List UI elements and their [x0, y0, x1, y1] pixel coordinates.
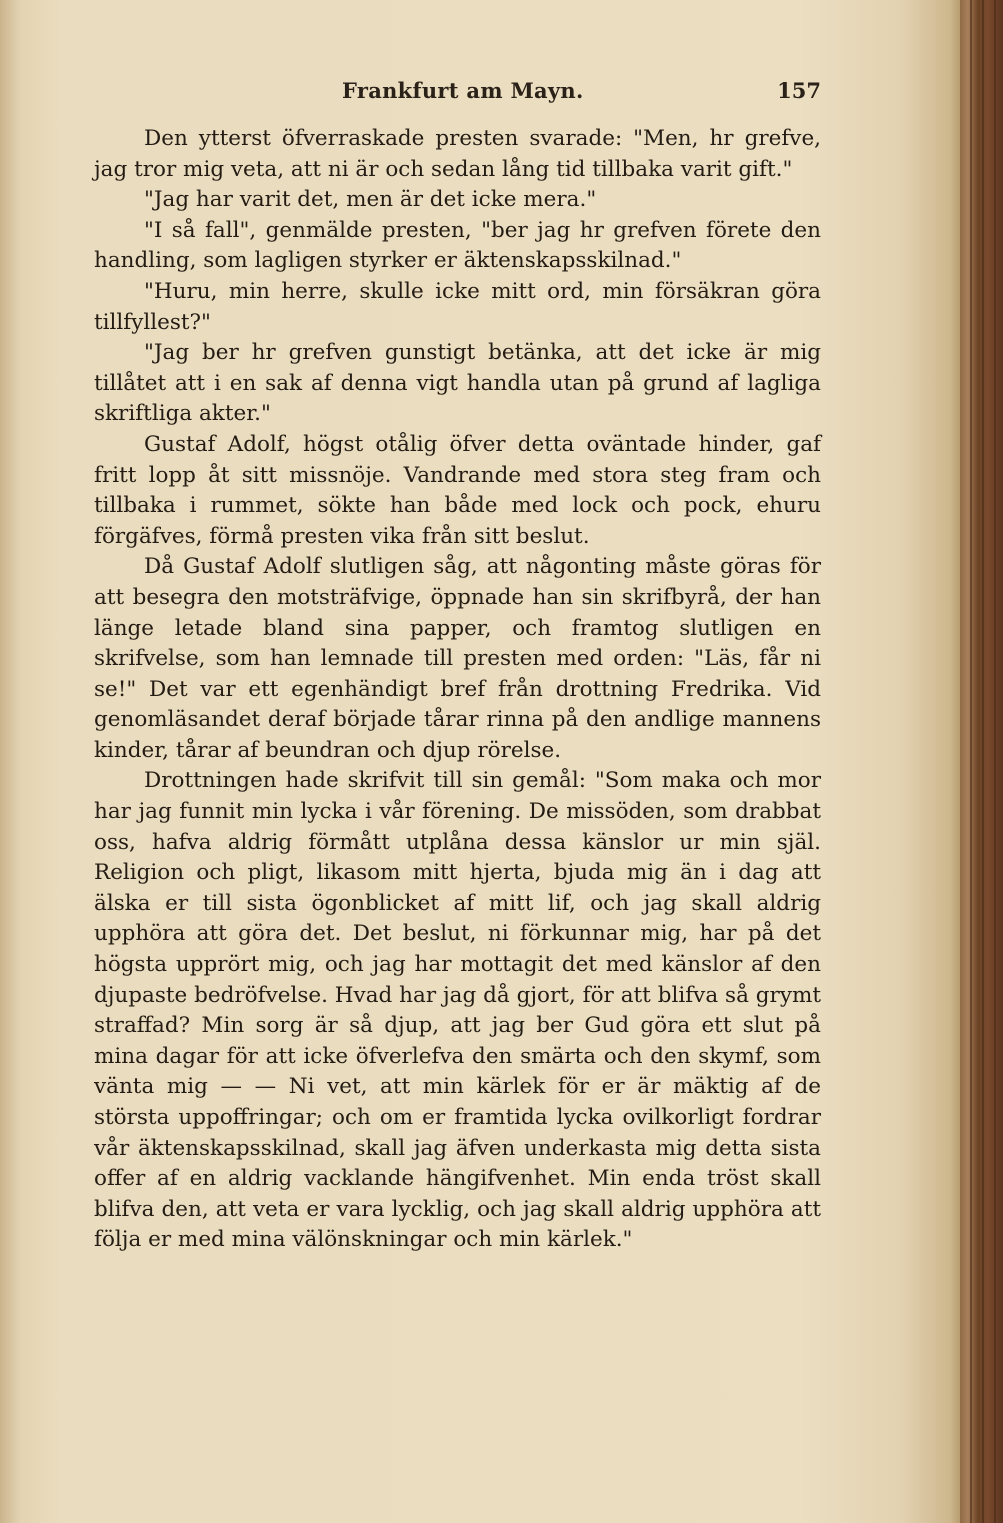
paragraph: "Huru, min herre, skulle icke mitt ord, min försäkran göra tillfyllest?" — [94, 278, 821, 335]
spine-fold-line — [982, 0, 984, 1523]
paragraph: "Jag har varit det, men är det icke mera." — [144, 187, 597, 213]
running-head: Frankfurt am Mayn. — [342, 78, 584, 103]
page-header — [94, 78, 821, 112]
spine-fold-line — [970, 0, 972, 1523]
spine-fold-line — [994, 0, 996, 1523]
paragraph: "I så fall", genmälde presten, "ber jag hr grefven förete den handling, som lagligen styrker er äktenskapsskilnad." — [94, 217, 821, 274]
paragraph: Då Gustaf Adolf slutligen såg, att någonting måste göras för att besegra den motsträfvige, öppnade han sin skrifbyrå, der han länge letade bland sina papper, och framtog slutligen en skrifvelse, som han lemnade till presten med orden: "Läs, får ni se!" Det var ett egenhändigt bref från drottning Fredrika. Vid genomläsandet deraf började tårar rinna på den andlige mannens kinder, tårar af beundran och djup rörelse. — [94, 554, 821, 763]
paragraph: "Jag ber hr grefven gunstigt betänka, att det icke är mig tillåtet att i en sak af denna vigt handla utan på grund af lagliga skriftliga akter." — [94, 340, 821, 427]
book-spine-edge — [960, 0, 1003, 1523]
paragraph: Den ytterst öfverraskade presten svarade: "Men, hr grefve, jag tror mig veta, att ni är och sedan lång tid tillbaka varit gift." — [94, 126, 821, 182]
body-text — [94, 124, 821, 1256]
page-number: 157 — [777, 78, 821, 103]
paragraph: Drottningen hade skrifvit till sin gemål: "Som maka och mor har jag funnit min lycka i vår förening. De missöden, som drabbat oss, hafva aldrig förmått utplåna dessa känslor ur min själ. Religion och pligt, likasom mitt hjerta, bjuda mig än i dag att älska er till sista ögonblicket af mitt lif, och jag skall aldrig upphöra att göra det. Det beslut, ni förkunnar mig, har på det högsta upprört mig, och jag har mottagit det med känslor af den djupaste bedröfvelse. Hvad har jag då gjort, för att blifva så grymt straffad? Min sorg är så djup, att jag ber Gud göra ett slut på mina dagar för att icke öfverlefva den smärta och den skymf, som vänta mig — — Ni vet, att min kärlek för er är mäktig af de största uppoffringar; och om er framtida lycka ovilkorligt fordrar vår äktenskapsskilnad, skall jag äfven underkasta mig detta sista offer af en aldrig vacklande hängifvenhet. Min enda tröst skall blifva den, att veta er vara lycklig, och jag skall aldrig upphöra att följa er med mina välönskningar och min kärlek." — [94, 768, 821, 1253]
paragraph: Gustaf Adolf, högst otålig öfver detta oväntade hinder, gaf fritt lopp åt sitt missnöje. Vandrande med stora steg fram och tillbaka i rummet, sökte han både med lock och pock, ehuru förgäfves, förmå presten vika från sitt beslut. — [94, 431, 821, 549]
